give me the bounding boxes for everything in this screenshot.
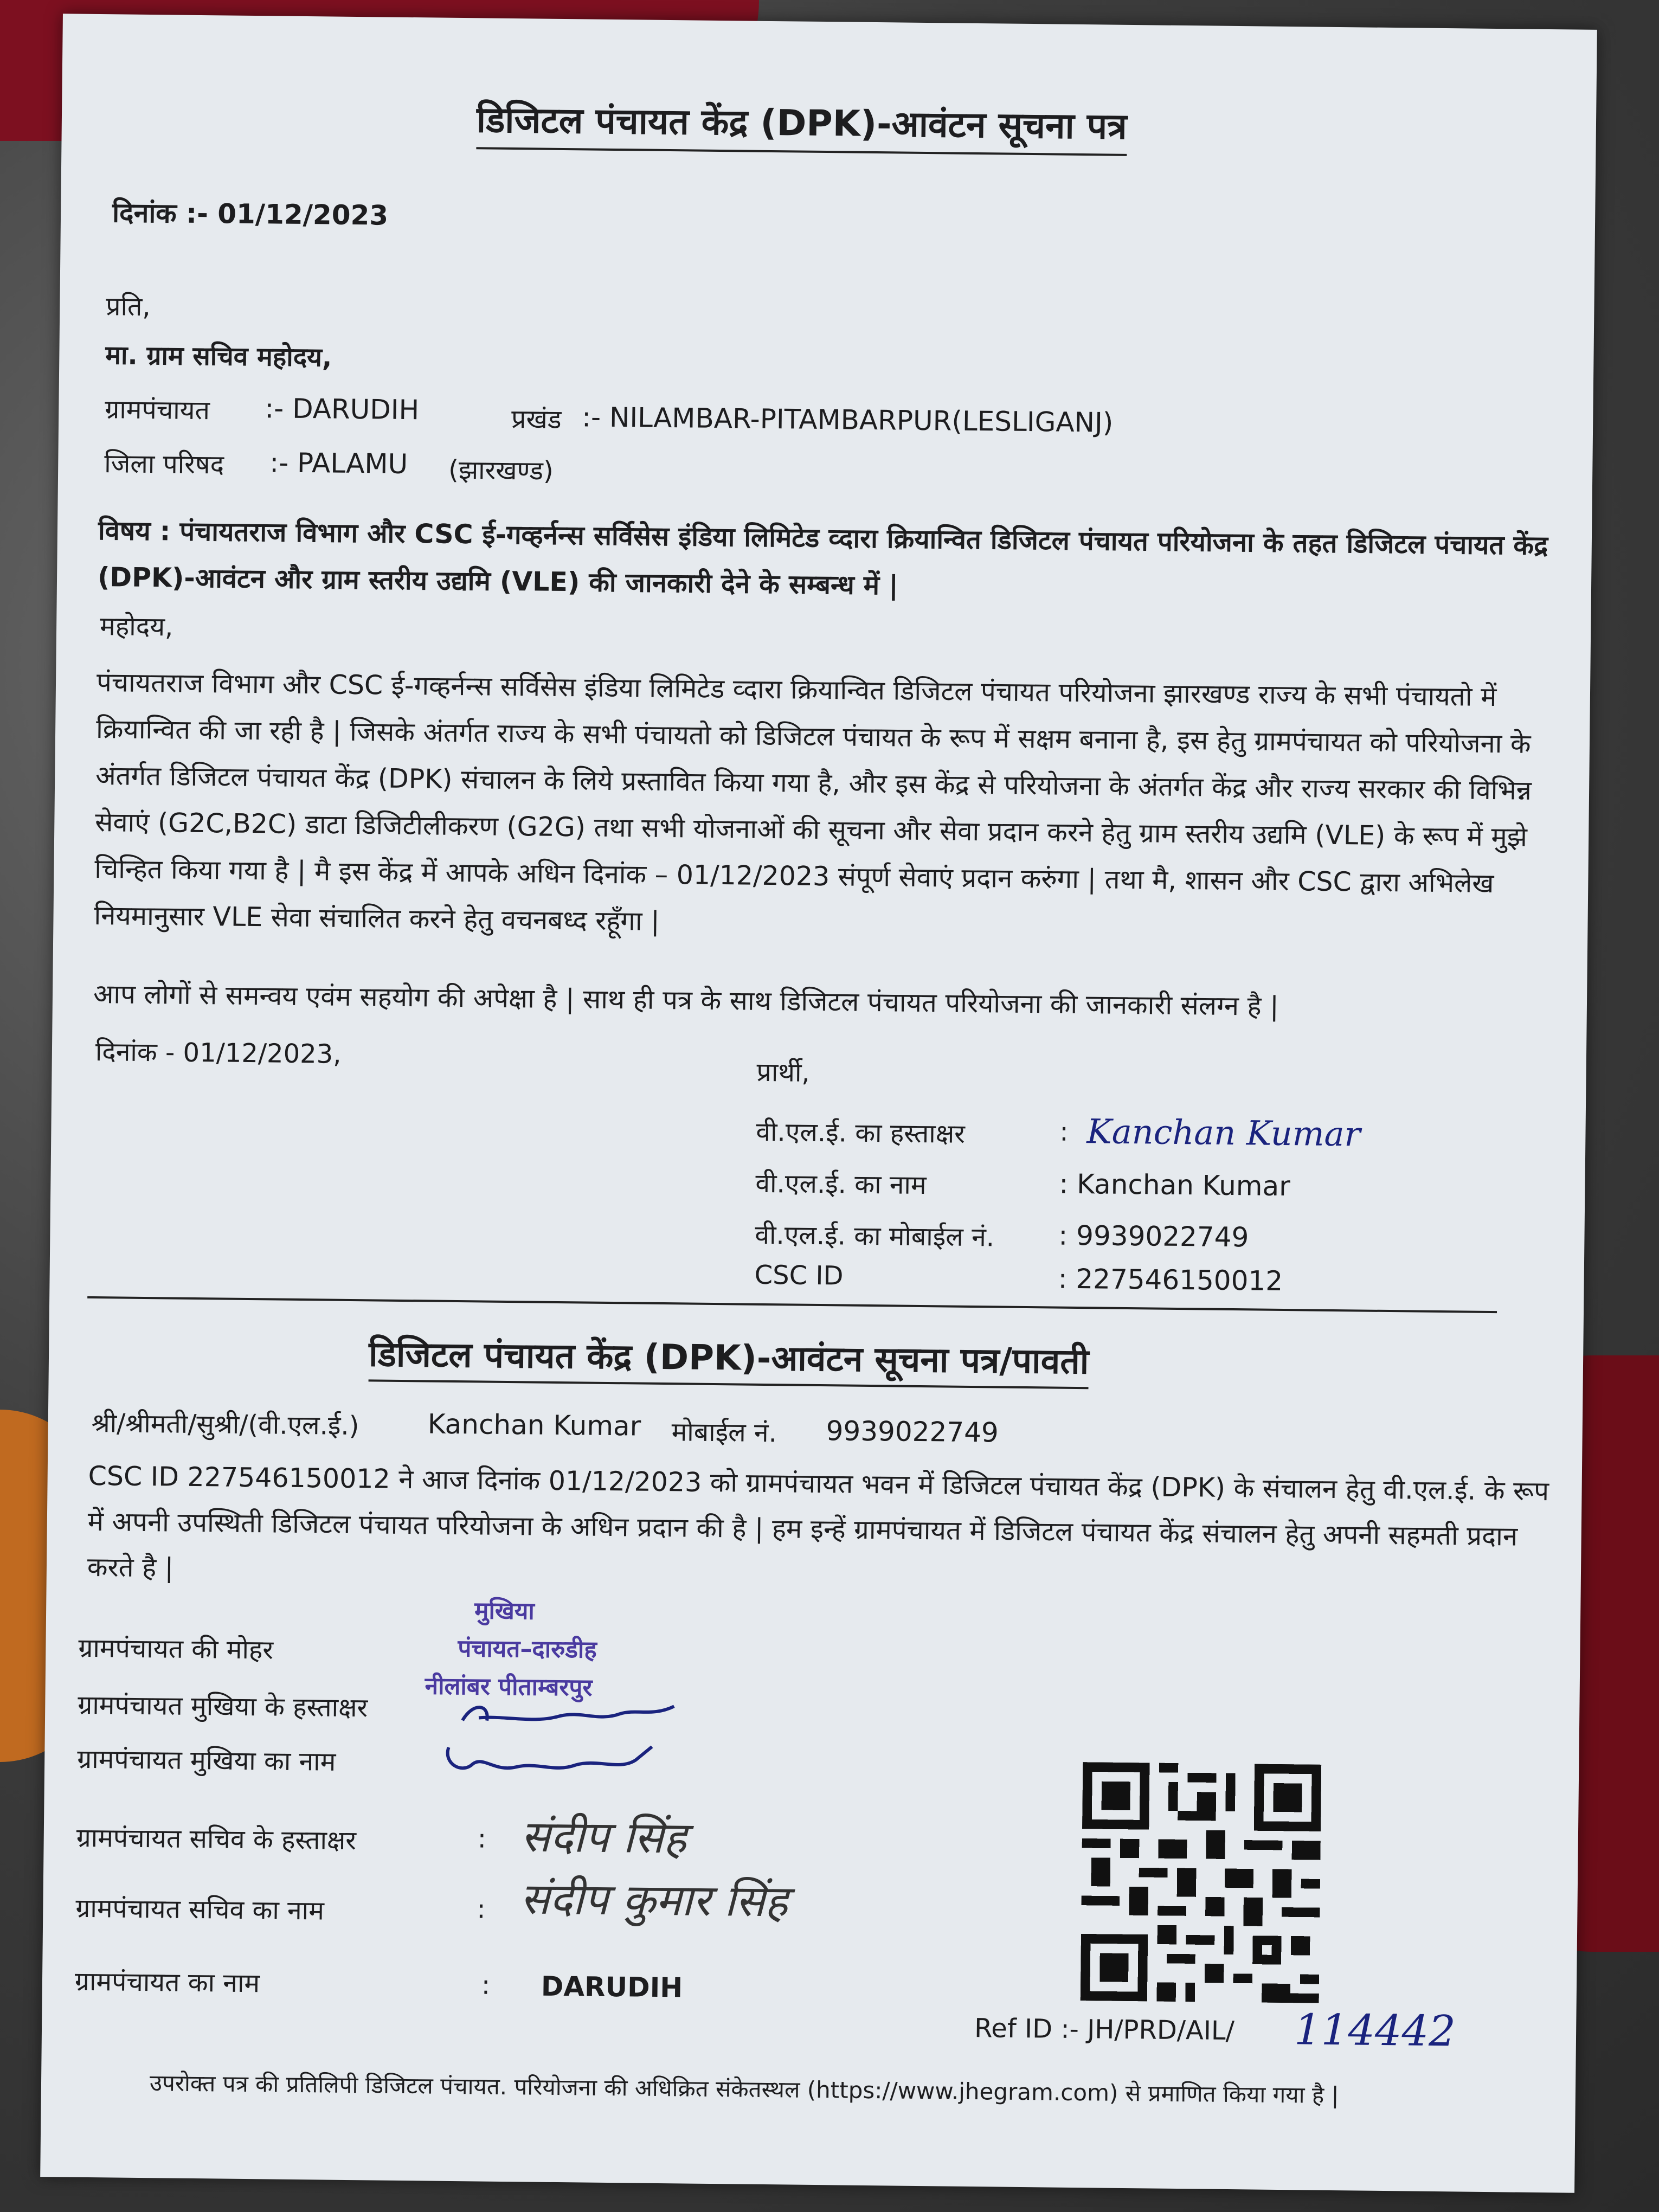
vle-name-label: वी.एल.ई. का नाम bbox=[755, 1168, 927, 1201]
sachiv-name-colon: : bbox=[477, 1894, 486, 1925]
receipt-mobile-label: मोबाईल नं. bbox=[671, 1417, 777, 1449]
gp-name-colon: : bbox=[481, 1970, 491, 2001]
subject-paragraph: विषय : पंचायतराज विभाग और CSC ई-गव्हर्नन्स सर्विसेस इंडिया लिमिटेड व्दारा क्रियान्वित डिजिटल पंचायत परियोजना के तहत डिजिटल पंचायत केंद्र (DPK)-आवंटन और ग्राम स्तरीय उद्यमि (VLE) की जानकारी देने के सम्बन्ध में | bbox=[97, 515, 1548, 601]
mukhiya-signature-label: ग्रामपंचायत मुखिया के हस्ताक्षर bbox=[78, 1689, 368, 1724]
sachiv-name-handwritten: संदीप कुमार सिंह bbox=[520, 1873, 788, 1927]
stamp-mukhiya: मुखिया bbox=[474, 1597, 535, 1625]
receipt-title: डिजिटल पंचायत केंद्र (DPK)-आवंटन सूचना पत्र/पावती bbox=[369, 1329, 1089, 1389]
mukhiya-name-handwritten bbox=[440, 1737, 668, 1787]
section-divider bbox=[87, 1296, 1497, 1313]
body-paragraph: पंचायतराज विभाग और CSC ई-गव्हर्नन्स सर्विसेस इंडिया लिमिटेड व्दारा क्रियान्वित डिजिटल पंचायत परियोजना झारखण्ड राज्य के सभी पंचायतो में क्रियान्वित की जा रही है | जिसके अंतर्गत राज्य के सभी पंचायतो को डिजिटल पंचायत के रूप में सक्षम बनाना है, इस हेतु ग्रामपंचायत को परियोजना के अंतर्गत डिजिटल पंचायत केंद्र (DPK) संचालन के लिये प्रस्तावित किया गया है, और इस केंद्र से परियोजना के अंतर्गत केंद्र और राज्य सरकार की विभिन्न सेवाएं (G2C,B2C) डाटा डिजिटीलीकरण (G2G) तथा सभी योजनाओं की सूचना और सेवा प्रदान करने हेतु ग्राम स्तरीय उद्यमि (VLE) के रूप में मुझे चिन्हित किया गया है | मै इस केंद्र में आपके अधिन दिनांक – 01/12/2023 संपूर्ण सेवाएं प्रदान करुंगा | तथा मै, शासन और CSC द्वारा अभिलेख नियमानुसार VLE सेवा संचालित करने हेतु वचनबध्द रहूँगा | bbox=[94, 667, 1532, 937]
addressee: मा. ग्राम सचिव महोदय, bbox=[105, 340, 332, 373]
mukhiya-name-label: ग्रामपंचायत मुखिया का नाम bbox=[76, 1744, 336, 1777]
letter-title: डिजिटल पंचायत केंद्र (DPK)-आवंटन सूचना पत्र bbox=[476, 94, 1127, 156]
letter-date: दिनांक :- 01/12/2023 bbox=[112, 197, 389, 232]
stamp-panchayat: पंचायत–दारुडीह bbox=[458, 1635, 597, 1664]
csc-id-label: CSC ID bbox=[754, 1259, 844, 1291]
sachiv-signature-colon: : bbox=[477, 1823, 487, 1854]
receipt-mobile: 9939022749 bbox=[826, 1415, 999, 1449]
gp-name-value: DARUDIH bbox=[541, 1970, 683, 2004]
date2: दिनांक - 01/12/2023, bbox=[95, 1037, 342, 1070]
vle-name-value: : Kanchan Kumar bbox=[1059, 1168, 1291, 1203]
sachiv-name-label: ग्रामपंचायत सचिव का नाम bbox=[75, 1893, 325, 1926]
stamp-block: नीलांबर पीताम्बरपुर bbox=[425, 1672, 593, 1702]
sachiv-signature: संदीप सिंह bbox=[520, 1811, 687, 1863]
ref-id-number: 114442 bbox=[1294, 2005, 1456, 2056]
cooperation-line: आप लोगों से समन्वय एवंम सहयोग की अपेक्षा है | साथ ही पत्र के साथ डिजिटल पंचायत परियोजना की जानकारी संलग्न है | bbox=[93, 978, 1279, 1022]
applicant-label: प्रार्थी, bbox=[756, 1057, 810, 1088]
block-value: :- NILAMBAR-PITAMBARPUR(LESLIGANJ) bbox=[581, 401, 1114, 439]
vle-mobile-value: : 9939022749 bbox=[1058, 1219, 1249, 1253]
gp-label: ग्रामपंचायत bbox=[105, 394, 210, 426]
vle-mobile-label: वी.एल.ई. का मोबाईल नं. bbox=[755, 1219, 995, 1253]
footer-note: उपरोक्त पत्र की प्रतिलिपी डिजिटल पंचायत. परियोजना की अधिक्रित संकेतस्थल (https://www.jhegram.com) से प्रमाणित किया गया है | bbox=[149, 2069, 1339, 2109]
salutation: महोदय, bbox=[99, 611, 173, 642]
receipt-paragraph: CSC ID 227546150012 ने आज दिनांक 01/12/2023 को ग्रामपंचायत भवन में डिजिटल पंचायत केंद्र (DPK) के संचालन हेतु वी.एल.ई. के रूप में अपनी उपस्थिती डिजिटल पंचायत परियोजना के अधिन प्रदान की है | हम इन्हें ग्रामपंचायत में डिजिटल पंचायत केंद्र संचालन हेतु अपनी सहमती प्रदान करते है | bbox=[87, 1460, 1549, 1584]
to-line: प्रति, bbox=[106, 291, 151, 323]
receipt-prefix: श्री/श्रीमती/सुश्री/(वी.एल.ई.) bbox=[91, 1407, 359, 1442]
stamp-label: ग्रामपंचायत की मोहर bbox=[78, 1632, 274, 1666]
district-label: जिला परिषद bbox=[104, 448, 224, 480]
vle-signature-colon: : bbox=[1059, 1116, 1069, 1147]
vle-signature: Kanchan Kumar bbox=[1086, 1111, 1361, 1154]
mukhiya-signature bbox=[457, 1690, 685, 1736]
district-state: (झारखण्ड) bbox=[448, 454, 554, 486]
csc-id-value: : 227546150012 bbox=[1058, 1263, 1283, 1297]
gp-name-label: ग्रामपंचायत का नाम bbox=[74, 1966, 260, 1999]
block-label: प्रखंड bbox=[511, 403, 562, 435]
district-value: :- PALAMU bbox=[269, 447, 408, 480]
gp-value: :- DARUDIH bbox=[265, 393, 420, 426]
letter-paper bbox=[40, 14, 1597, 2192]
sachiv-signature-label: ग्रामपंचायत सचिव के हस्ताक्षर bbox=[76, 1822, 357, 1856]
receipt-vle-name: Kanchan Kumar bbox=[427, 1408, 641, 1442]
ref-id-label: Ref ID :- JH/PRD/AIL/ bbox=[974, 2013, 1235, 2047]
vle-signature-label: वी.एल.ई. का हस्ताक्षर bbox=[756, 1116, 966, 1149]
qr-code bbox=[1081, 1762, 1322, 2003]
